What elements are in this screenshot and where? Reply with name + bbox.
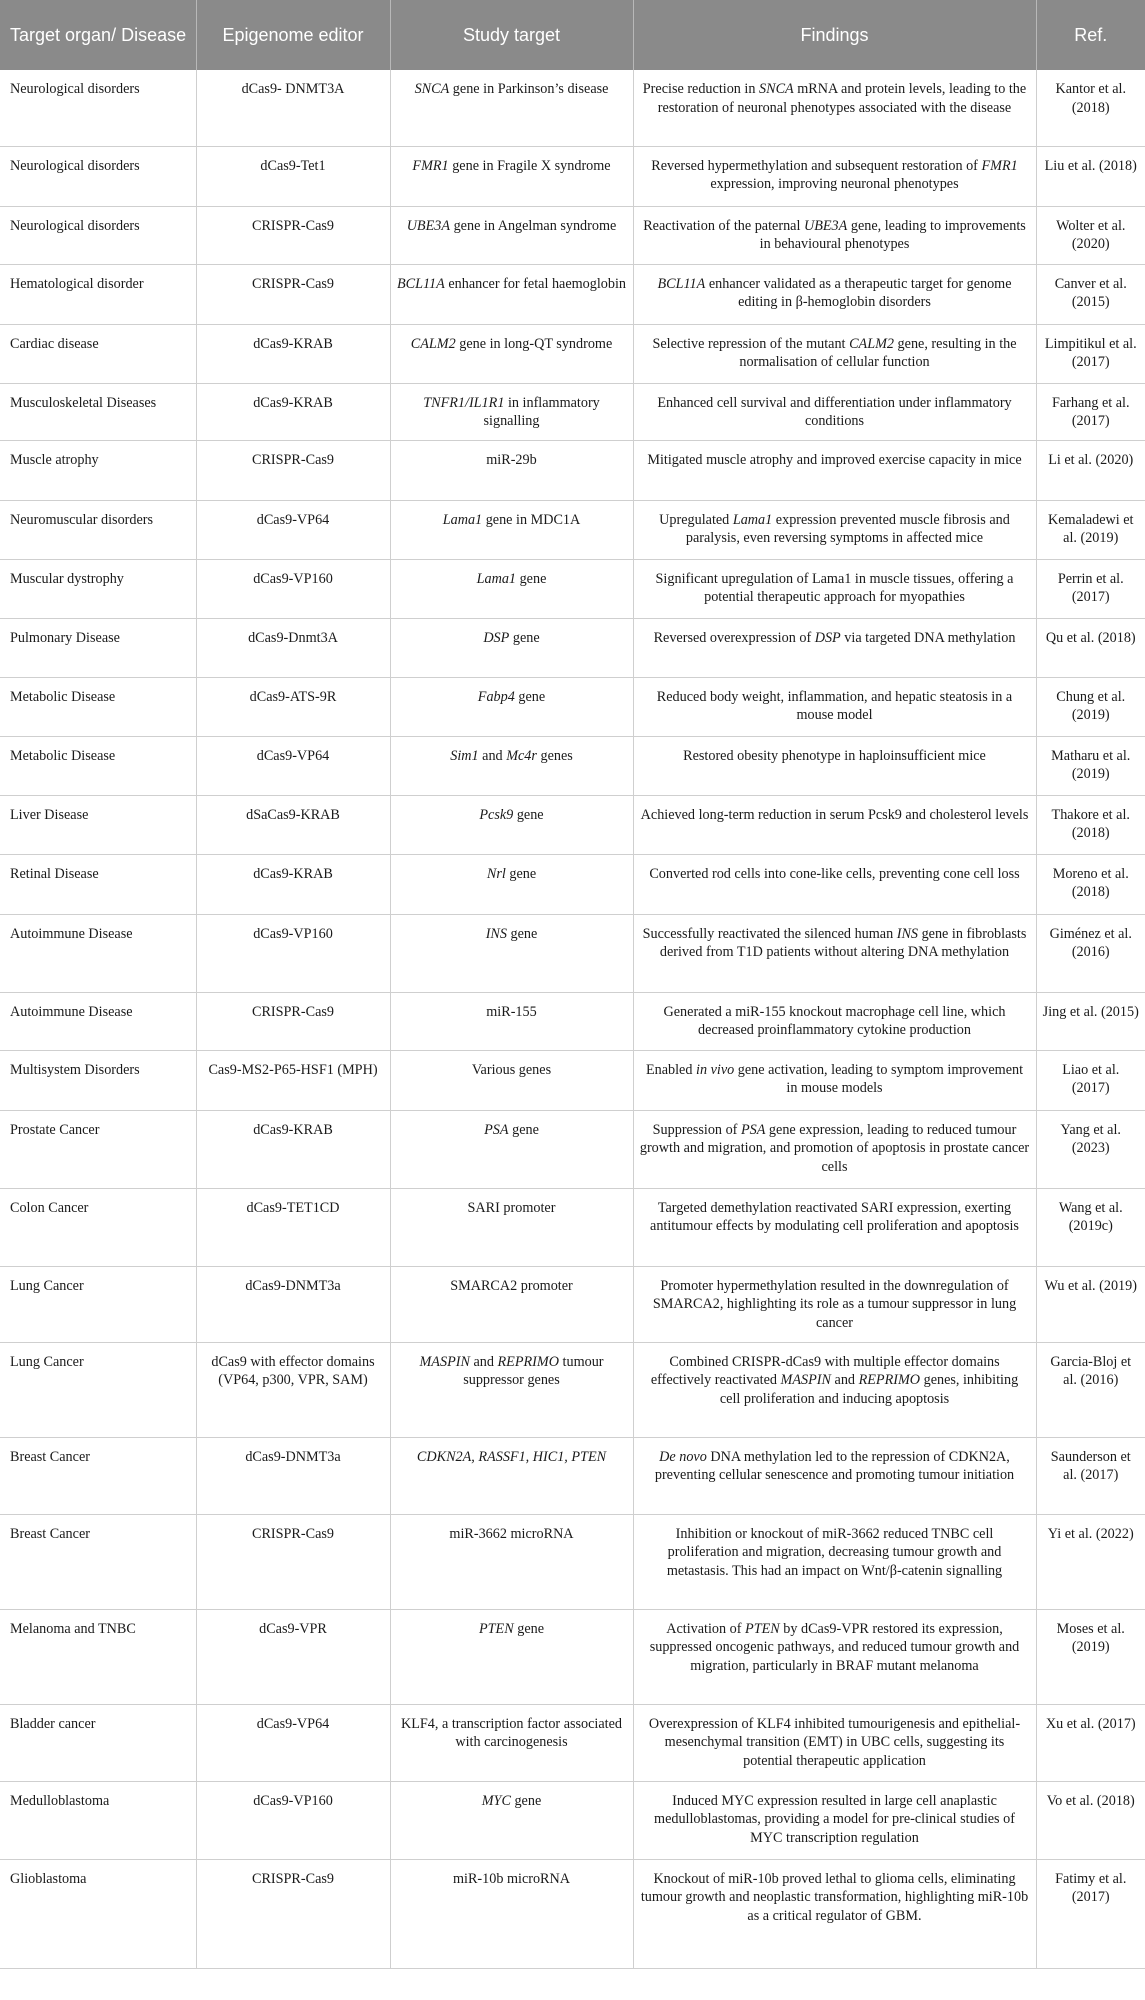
table-row: [0, 736, 1145, 795]
organ-cell: Breast Cancer: [0, 1437, 196, 1514]
ref-cell: Farhang et al. (2017): [1036, 383, 1145, 440]
findings-cell: Converted rod cells into cone-like cells, preventing cone cell loss: [633, 854, 1036, 914]
study-target-cell: SMARCA2 promoter: [390, 1266, 633, 1342]
study-target-cell: miR-29b: [390, 440, 633, 500]
findings-cell: Overexpression of KLF4 inhibited tumourigenesis and epithelial-mesenchymal transition (EMT) in UBC cells, suggesting its potential therapeutic application: [633, 1704, 1036, 1781]
ref-cell: Kantor et al. (2018): [1036, 70, 1145, 146]
editor-cell: CRISPR-Cas9: [196, 1859, 390, 1968]
study-target-cell: SARI promoter: [390, 1188, 633, 1266]
ref-cell: Matharu et al. (2019): [1036, 736, 1145, 795]
ref-cell: Li et al. (2020): [1036, 440, 1145, 500]
ref-cell: Yang et al. (2023): [1036, 1110, 1145, 1188]
ref-cell: Qu et al. (2018): [1036, 618, 1145, 677]
study-target-cell: SNCA gene in Parkinson’s disease: [390, 70, 633, 146]
ref-cell: Wu et al. (2019): [1036, 1266, 1145, 1342]
ref-cell: Saunderson et al. (2017): [1036, 1437, 1145, 1514]
editor-cell: dCas9-DNMT3a: [196, 1266, 390, 1342]
organ-cell: Neurological disorders: [0, 206, 196, 264]
study-target-cell: Lama1 gene: [390, 559, 633, 618]
study-target-cell: Nrl gene: [390, 854, 633, 914]
header-findings: Findings: [633, 0, 1036, 70]
ref-cell: Moses et al. (2019): [1036, 1609, 1145, 1704]
editor-cell: dCas9-Tet1: [196, 146, 390, 206]
findings-cell: Achieved long-term reduction in serum Pcsk9 and cholesterol levels: [633, 795, 1036, 854]
editor-cell: dSaCas9-KRAB: [196, 795, 390, 854]
table-body: [0, 70, 1145, 1968]
organ-cell: Retinal Disease: [0, 854, 196, 914]
findings-cell: Selective repression of the mutant CALM2 gene, resulting in the normalisation of cellular function: [633, 324, 1036, 383]
editor-cell: dCas9-VP160: [196, 1781, 390, 1859]
findings-cell: Mitigated muscle atrophy and improved exercise capacity in mice: [633, 440, 1036, 500]
organ-cell: Musculoskeletal Diseases: [0, 383, 196, 440]
study-target-cell: BCL11A enhancer for fetal haemoglobin: [390, 264, 633, 324]
organ-cell: Muscle atrophy: [0, 440, 196, 500]
table-row: [0, 854, 1145, 914]
table-row: [0, 559, 1145, 618]
editor-cell: dCas9-VP160: [196, 914, 390, 992]
findings-cell: Precise reduction in SNCA mRNA and protein levels, leading to the restoration of neuronal phenotypes associated with the disease: [633, 70, 1036, 146]
table-row: [0, 1437, 1145, 1514]
ref-cell: Wolter et al. (2020): [1036, 206, 1145, 264]
organ-cell: Lung Cancer: [0, 1342, 196, 1437]
table-row: [0, 70, 1145, 146]
ref-cell: Xu et al. (2017): [1036, 1704, 1145, 1781]
table-row: [0, 206, 1145, 264]
organ-cell: Liver Disease: [0, 795, 196, 854]
ref-cell: Kemaladewi et al. (2019): [1036, 500, 1145, 559]
findings-cell: Reduced body weight, inflammation, and hepatic steatosis in a mouse model: [633, 677, 1036, 736]
organ-cell: Autoimmune Disease: [0, 914, 196, 992]
ref-cell: Liu et al. (2018): [1036, 146, 1145, 206]
table-row: [0, 618, 1145, 677]
table-row: [0, 1781, 1145, 1859]
table-row: [0, 1859, 1145, 1968]
editor-cell: dCas9-KRAB: [196, 324, 390, 383]
study-target-cell: FMR1 gene in Fragile X syndrome: [390, 146, 633, 206]
editor-cell: dCas9-VPR: [196, 1609, 390, 1704]
findings-cell: Suppression of PSA gene expression, leading to reduced tumour growth and migration, and promotion of apoptosis in prostate cancer cells: [633, 1110, 1036, 1188]
study-target-cell: KLF4, a transcription factor associated with carcinogenesis: [390, 1704, 633, 1781]
study-target-cell: MYC gene: [390, 1781, 633, 1859]
table-row: [0, 914, 1145, 992]
ref-cell: Vo et al. (2018): [1036, 1781, 1145, 1859]
header-ref: Ref.: [1036, 0, 1145, 70]
table-row: [0, 1266, 1145, 1342]
table-row: [0, 1514, 1145, 1609]
editor-cell: dCas9-KRAB: [196, 383, 390, 440]
findings-cell: Enhanced cell survival and differentiation under inflammatory conditions: [633, 383, 1036, 440]
ref-cell: Liao et al. (2017): [1036, 1050, 1145, 1110]
editor-cell: dCas9-KRAB: [196, 854, 390, 914]
editor-cell: dCas9-VP64: [196, 1704, 390, 1781]
study-target-cell: Pcsk9 gene: [390, 795, 633, 854]
findings-cell: Reversed overexpression of DSP via targeted DNA methylation: [633, 618, 1036, 677]
editor-cell: dCas9 with effector domains (VP64, p300, VPR, SAM): [196, 1342, 390, 1437]
organ-cell: Metabolic Disease: [0, 736, 196, 795]
findings-cell: Significant upregulation of Lama1 in muscle tissues, offering a potential therapeutic approach for myopathies: [633, 559, 1036, 618]
ref-cell: Fatimy et al. (2017): [1036, 1859, 1145, 1968]
study-target-cell: Various genes: [390, 1050, 633, 1110]
study-target-cell: Lama1 gene in MDC1A: [390, 500, 633, 559]
table-row: [0, 677, 1145, 736]
editor-cell: dCas9-VP160: [196, 559, 390, 618]
table-row: [0, 992, 1145, 1050]
organ-cell: Multisystem Disorders: [0, 1050, 196, 1110]
table-row: [0, 1050, 1145, 1110]
ref-cell: Moreno et al. (2018): [1036, 854, 1145, 914]
editor-cell: dCas9-KRAB: [196, 1110, 390, 1188]
ref-cell: Thakore et al. (2018): [1036, 795, 1145, 854]
table-row: [0, 1188, 1145, 1266]
organ-cell: Lung Cancer: [0, 1266, 196, 1342]
findings-cell: Knockout of miR-10b proved lethal to glioma cells, eliminating tumour growth and neoplastic transformation, highlighting miR-10b as a critical regulator of GBM.: [633, 1859, 1036, 1968]
organ-cell: Pulmonary Disease: [0, 618, 196, 677]
table-row: [0, 1704, 1145, 1781]
study-target-cell: DSP gene: [390, 618, 633, 677]
editor-cell: dCas9- DNMT3A: [196, 70, 390, 146]
organ-cell: Medulloblastoma: [0, 1781, 196, 1859]
editor-cell: dCas9-VP64: [196, 500, 390, 559]
organ-cell: Neurological disorders: [0, 70, 196, 146]
organ-cell: Muscular dystrophy: [0, 559, 196, 618]
header-epigenome-editor: Epigenome editor: [196, 0, 390, 70]
editor-cell: dCas9-DNMT3a: [196, 1437, 390, 1514]
editor-cell: dCas9-TET1CD: [196, 1188, 390, 1266]
ref-cell: Perrin et al. (2017): [1036, 559, 1145, 618]
findings-cell: De novo DNA methylation led to the repression of CDKN2A, preventing cellular senescence and promoting tumour initiation: [633, 1437, 1036, 1514]
ref-cell: Jing et al. (2015): [1036, 992, 1145, 1050]
findings-cell: Successfully reactivated the silenced human INS gene in fibroblasts derived from T1D patients without altering DNA methylation: [633, 914, 1036, 992]
findings-cell: Generated a miR-155 knockout macrophage cell line, which decreased proinflammatory cytokine production: [633, 992, 1036, 1050]
table-row: [0, 440, 1145, 500]
table-row: [0, 1609, 1145, 1704]
organ-cell: Bladder cancer: [0, 1704, 196, 1781]
ref-cell: Chung et al. (2019): [1036, 677, 1145, 736]
findings-cell: Inhibition or knockout of miR-3662 reduced TNBC cell proliferation and migration, decreasing tumour growth and metastasis. This had an impact on Wnt/β-catenin signalling: [633, 1514, 1036, 1609]
study-target-cell: miR-10b microRNA: [390, 1859, 633, 1968]
organ-cell: Hematological disorder: [0, 264, 196, 324]
findings-cell: Enabled in vivo gene activation, leading to symptom improvement in mouse models: [633, 1050, 1036, 1110]
ref-cell: Yi et al. (2022): [1036, 1514, 1145, 1609]
ref-cell: Canver et al. (2015): [1036, 264, 1145, 324]
findings-cell: Combined CRISPR-dCas9 with multiple effector domains effectively reactivated MASPIN and REPRIMO genes, inhibiting cell proliferation and inducing apoptosis: [633, 1342, 1036, 1437]
study-target-cell: Fabp4 gene: [390, 677, 633, 736]
table-row: [0, 1342, 1145, 1437]
ref-cell: Limpitikul et al. (2017): [1036, 324, 1145, 383]
editor-cell: dCas9-Dnmt3A: [196, 618, 390, 677]
findings-cell: Activation of PTEN by dCas9-VPR restored its expression, suppressed oncogenic pathways, and reduced tumour growth and migration, particularly in BRAF mutant melanoma: [633, 1609, 1036, 1704]
findings-cell: Reactivation of the paternal UBE3A gene, leading to improvements in behavioural phenotypes: [633, 206, 1036, 264]
findings-cell: Targeted demethylation reactivated SARI expression, exerting antitumour effects by modulating cell proliferation and apoptosis: [633, 1188, 1036, 1266]
study-target-cell: INS gene: [390, 914, 633, 992]
findings-cell: BCL11A enhancer validated as a therapeutic target for genome editing in β-hemoglobin disorders: [633, 264, 1036, 324]
organ-cell: Neuromuscular disorders: [0, 500, 196, 559]
study-target-cell: PTEN gene: [390, 1609, 633, 1704]
study-target-cell: Sim1 and Mc4r genes: [390, 736, 633, 795]
findings-cell: Reversed hypermethylation and subsequent restoration of FMR1 expression, improving neuronal phenotypes: [633, 146, 1036, 206]
header-target-organ: Target organ/ Disease: [0, 0, 196, 70]
editor-cell: CRISPR-Cas9: [196, 440, 390, 500]
study-target-cell: CALM2 gene in long-QT syndrome: [390, 324, 633, 383]
organ-cell: Melanoma and TNBC: [0, 1609, 196, 1704]
findings-cell: Induced MYC expression resulted in large cell anaplastic medulloblastomas, providing a model for pre-clinical studies of MYC transcription regulation: [633, 1781, 1036, 1859]
table-row: [0, 324, 1145, 383]
table-row: [0, 1110, 1145, 1188]
organ-cell: Breast Cancer: [0, 1514, 196, 1609]
ref-cell: Garcia-Bloj et al. (2016): [1036, 1342, 1145, 1437]
organ-cell: Metabolic Disease: [0, 677, 196, 736]
ref-cell: Giménez et al. (2016): [1036, 914, 1145, 992]
table-row: [0, 383, 1145, 440]
editor-cell: dCas9-VP64: [196, 736, 390, 795]
findings-cell: Promoter hypermethylation resulted in the downregulation of SMARCA2, highlighting its role as a tumour suppressor in lung cancer: [633, 1266, 1036, 1342]
study-target-cell: miR-3662 microRNA: [390, 1514, 633, 1609]
editor-cell: CRISPR-Cas9: [196, 992, 390, 1050]
organ-cell: Glioblastoma: [0, 1859, 196, 1968]
editor-cell: dCas9-ATS-9R: [196, 677, 390, 736]
editor-cell: CRISPR-Cas9: [196, 264, 390, 324]
findings-cell: Upregulated Lama1 expression prevented muscle fibrosis and paralysis, even reversing symptoms in affected mice: [633, 500, 1036, 559]
table-row: [0, 146, 1145, 206]
organ-cell: Prostate Cancer: [0, 1110, 196, 1188]
editor-cell: CRISPR-Cas9: [196, 206, 390, 264]
ref-cell: Wang et al. (2019c): [1036, 1188, 1145, 1266]
header-study-target: Study target: [390, 0, 633, 70]
table-row: [0, 795, 1145, 854]
editor-cell: CRISPR-Cas9: [196, 1514, 390, 1609]
table-row: [0, 264, 1145, 324]
editor-cell: Cas9-MS2-P65-HSF1 (MPH): [196, 1050, 390, 1110]
organ-cell: Autoimmune Disease: [0, 992, 196, 1050]
organ-cell: Colon Cancer: [0, 1188, 196, 1266]
study-target-cell: miR-155: [390, 992, 633, 1050]
organ-cell: Neurological disorders: [0, 146, 196, 206]
study-target-cell: UBE3A gene in Angelman syndrome: [390, 206, 633, 264]
study-target-cell: PSA gene: [390, 1110, 633, 1188]
study-target-cell: MASPIN and REPRIMO tumour suppressor genes: [390, 1342, 633, 1437]
findings-cell: Restored obesity phenotype in haploinsufficient mice: [633, 736, 1036, 795]
table-row: [0, 500, 1145, 559]
table-header-row: [0, 0, 1145, 70]
organ-cell: Cardiac disease: [0, 324, 196, 383]
study-target-cell: CDKN2A, RASSF1, HIC1, PTEN: [390, 1437, 633, 1514]
study-target-cell: TNFR1/IL1R1 in inflammatory signalling: [390, 383, 633, 440]
